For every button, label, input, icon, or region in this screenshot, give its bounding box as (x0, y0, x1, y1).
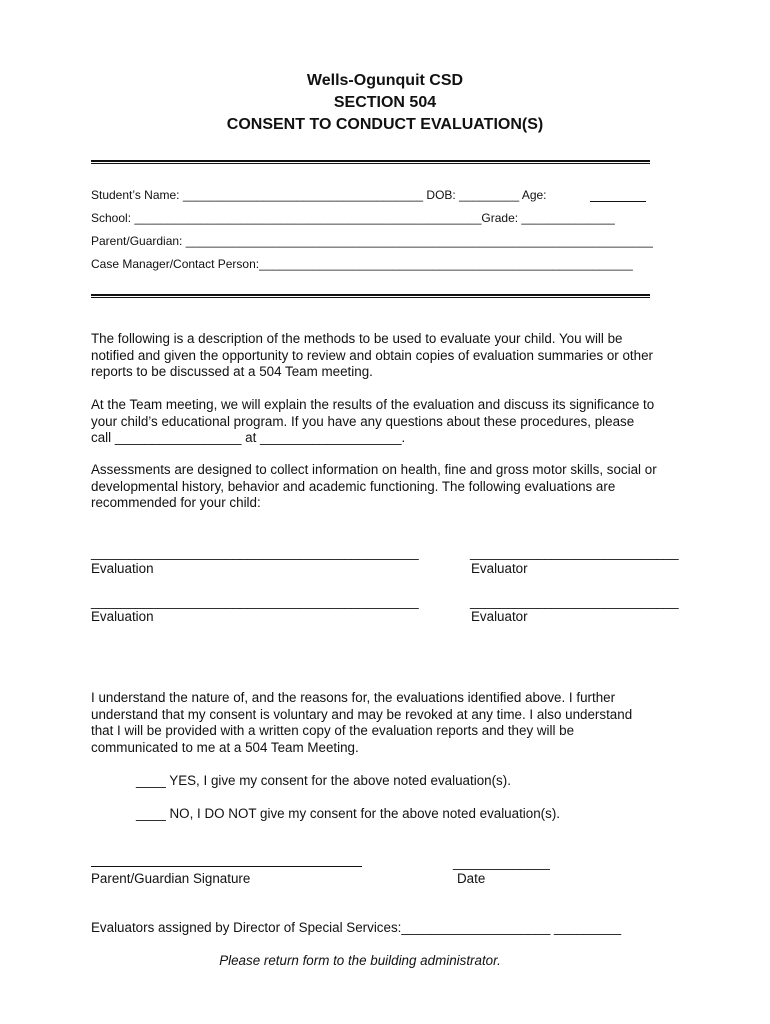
evaluator-label-1: Evaluator (471, 561, 528, 576)
evaluation-label-1: Evaluation (91, 561, 154, 576)
evaluator-label-2: Evaluator (471, 609, 528, 624)
district-name: Wells-Ogunquit CSD (306, 72, 464, 89)
assessments-paragraph (91, 462, 691, 512)
call-contact-line[interactable]: call _________________ at ___________________. (91, 430, 406, 445)
parent-guardian-field[interactable]: Parent/Guardian: ______________________________________________________________________ (91, 234, 653, 248)
bottom-double-rule (91, 294, 650, 298)
evaluation-blank-1[interactable]: ____________________________________________ (91, 545, 419, 560)
paragraph-line: notified and given the opportunity to review and obtain copies of evaluation summaries or other (91, 347, 654, 363)
paragraph-line: The following is a description of the methods to be used to evaluate your child. You will be (91, 331, 623, 346)
evaluators-assigned-field[interactable]: Evaluators assigned by Director of Special Services:____________________ _________ (91, 920, 622, 935)
evaluation-blank-2[interactable]: ____________________________________________ (91, 594, 419, 609)
evaluator-blank-2[interactable]: ____________________________ (470, 594, 679, 609)
description-paragraph (91, 331, 691, 381)
paragraph-line: your child’s educational program. If you have any questions about these procedures, please (91, 413, 635, 429)
consent-yes-option[interactable]: ____ YES, I give my consent for the above noted evaluation(s). (136, 773, 511, 788)
date-blank[interactable]: _____________ (453, 855, 550, 870)
student-name-field[interactable]: Student’s Name: ____________________________________ DOB: _________ Age: (91, 188, 547, 202)
case-manager-field[interactable]: Case Manager/Contact Person:________________________________________________________ (91, 257, 633, 271)
section-title: SECTION 504 (333, 94, 437, 111)
paragraph-line: that I will be provided with a written copy of the evaluation reports and they will be (91, 723, 575, 738)
paragraph-line: At the Team meeting, we will explain the results of the evaluation and discuss its significance to (91, 397, 655, 412)
paragraph-line: reports to be discussed at a 504 Team meeting. (91, 364, 373, 379)
date-label: Date (457, 871, 486, 886)
school-field[interactable]: School: ____________________________________________________Grade: ______________ (91, 211, 615, 225)
evaluator-blank-1[interactable]: ____________________________ (470, 545, 679, 560)
understanding-paragraph (91, 690, 691, 756)
evaluation-label-2: Evaluation (91, 609, 154, 624)
signature-label: Parent/Guardian Signature (91, 871, 251, 886)
paragraph-line: I understand the nature of, and the reasons for, the evaluations identified above. I further (91, 690, 616, 705)
paragraph-line: recommended for your child: (91, 495, 261, 510)
paragraph-line: Assessments are designed to collect information on health, fine and gross motor skills, social or (91, 462, 657, 477)
paragraph-line: understand that my consent is voluntary and may be revoked at any time. I also understand (91, 706, 633, 722)
return-instructions: Please return form to the building administrator. (219, 953, 501, 968)
signature-line[interactable] (91, 866, 362, 867)
age-line[interactable] (590, 201, 646, 202)
top-double-rule (91, 160, 650, 164)
paragraph-line: developmental history, behavior and academic functioning. The following evaluations are (91, 478, 616, 494)
consent-no-option[interactable]: ____ NO, I DO NOT give my consent for the above noted evaluation(s). (136, 806, 561, 821)
team-meeting-paragraph (91, 397, 691, 447)
form-title: CONSENT TO CONDUCT EVALUATION(S) (226, 116, 544, 133)
paragraph-line: communicated to me at a 504 Team Meeting. (91, 739, 359, 755)
